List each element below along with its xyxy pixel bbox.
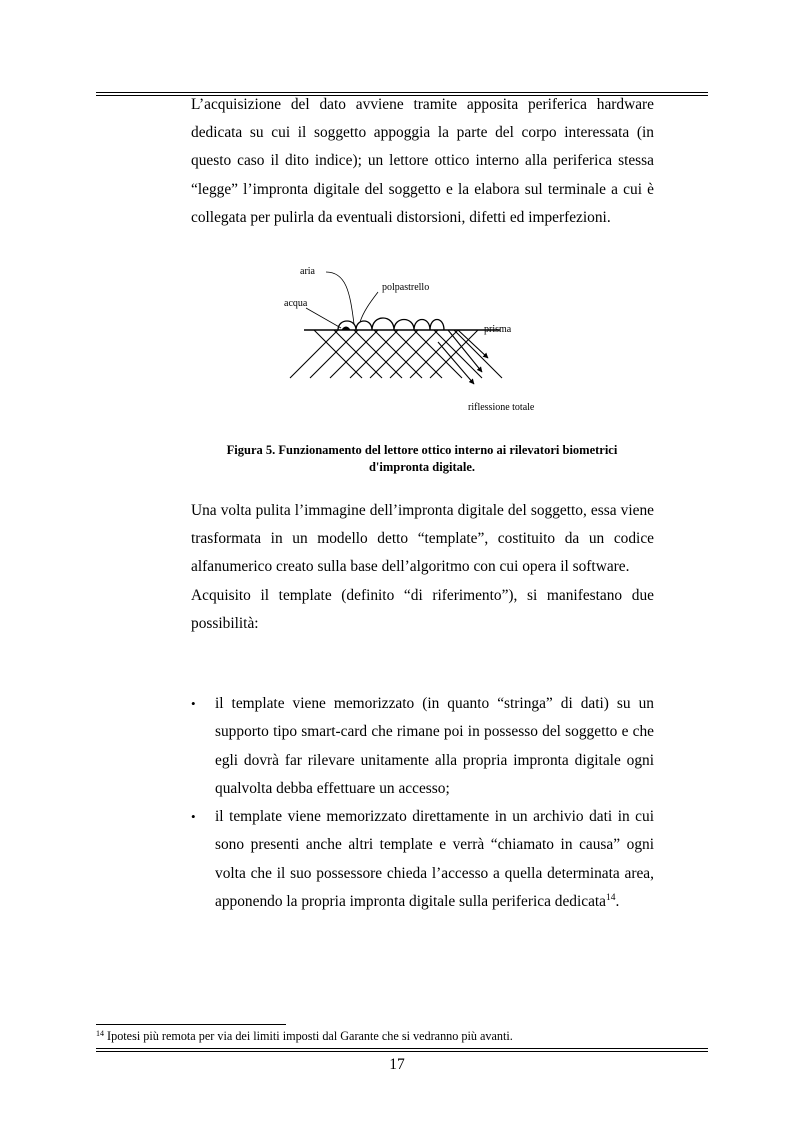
- footnote-text: Ipotesi più remota per via dei limiti imposti dal Garante che si vedranno più avanti.: [104, 1029, 513, 1043]
- footnote-rule: [96, 1024, 286, 1025]
- paragraph-template-text: Una volta pulita l’immagine dell’impronta digitale del soggetto, essa viene trasformata in un modello detto “template”, costituito da un codice alfanumerico creato sulla base dell’algoritmo con cui opera il software.: [191, 502, 654, 576]
- list-item: [191, 803, 654, 916]
- list-item-end: .: [615, 893, 620, 911]
- ray-down-left: [290, 330, 338, 378]
- footnote-number: 14: [96, 1029, 104, 1038]
- ray-down-left: [310, 330, 358, 378]
- ray-down-left: [330, 330, 378, 378]
- list-item-text: il template viene memorizzato (in quanto “stringa” di dati) su un supporto tipo smart-card che rimane poi in possesso del soggetto e che egli dovrà far rilevare unitamente alla propria impronta digitale ogni qualvolta debba effettuare un accesso;: [215, 695, 654, 797]
- paragraph-acquisition: L’acquisizione del dato avviene tramite apposita periferica hardware dedicata su cui il soggetto appoggia la parte del corpo interessata (in questo caso il dito indice); un lettore ottico interno alla periferica stessa “legge” l’impronta digitale del soggetto e la elabora sul terminale a cui è collegata per pulirla da eventuali distorsioni, difetti ed imperfezioni.: [191, 96, 654, 226]
- ray-down-right: [314, 330, 362, 378]
- list-item: [191, 690, 654, 803]
- ray-down-left: [390, 330, 438, 378]
- caption-line-2: d'impronta digitale.: [368, 460, 476, 474]
- footer-rule: [96, 1048, 708, 1052]
- ray-down-right: [354, 330, 402, 378]
- footnote: [96, 1029, 706, 1044]
- ray-down-right: [374, 330, 422, 378]
- ray-down-right: [434, 330, 482, 378]
- ray-down-left: [410, 330, 458, 378]
- water-droplet: [342, 327, 350, 330]
- bullet-list: [191, 690, 654, 916]
- page-number: 17: [389, 1056, 405, 1073]
- ray-down-right: [334, 330, 382, 378]
- reflected-ray-arrow: [438, 342, 474, 384]
- label-aria: aria: [300, 266, 315, 277]
- label-riflessione: riflessione totale: [468, 402, 535, 413]
- paragraph-possibilities: Acquisito il template (definito “di riferimento”), si manifestano due possibilità:: [191, 586, 654, 632]
- ray-down-right: [414, 330, 462, 378]
- ray-lines: [290, 330, 502, 384]
- ray-down-left: [370, 330, 418, 378]
- caption-line-1: Figura 5. Funzionamento del lettore ottico interno ai rilevatori biometrici: [226, 443, 618, 457]
- paragraph-template: [191, 497, 654, 638]
- bullet-icon: •: [191, 696, 196, 711]
- ray-down-left: [350, 330, 398, 378]
- label-acqua: acqua: [284, 298, 308, 309]
- bullet-icon: •: [191, 809, 196, 825]
- label-polpastrello: polpastrello: [382, 282, 430, 293]
- footnote-ref: 14: [606, 893, 616, 904]
- ray-down-right: [454, 330, 502, 378]
- ray-down-right: [394, 330, 442, 378]
- list-item-text: il template viene memorizzato direttamente in un archivio dati in cui sono presenti anche altri template e verrà “chiamato in causa” ogni volta che il suo possessore chieda l’accesso a quella determinata area, apponendo la propria impronta digitale sulla periferica dedicata: [215, 808, 654, 911]
- fingerprint-reader-diagram: [268, 262, 552, 422]
- label-prisma: prisma: [484, 324, 512, 335]
- figure-caption: [196, 442, 648, 476]
